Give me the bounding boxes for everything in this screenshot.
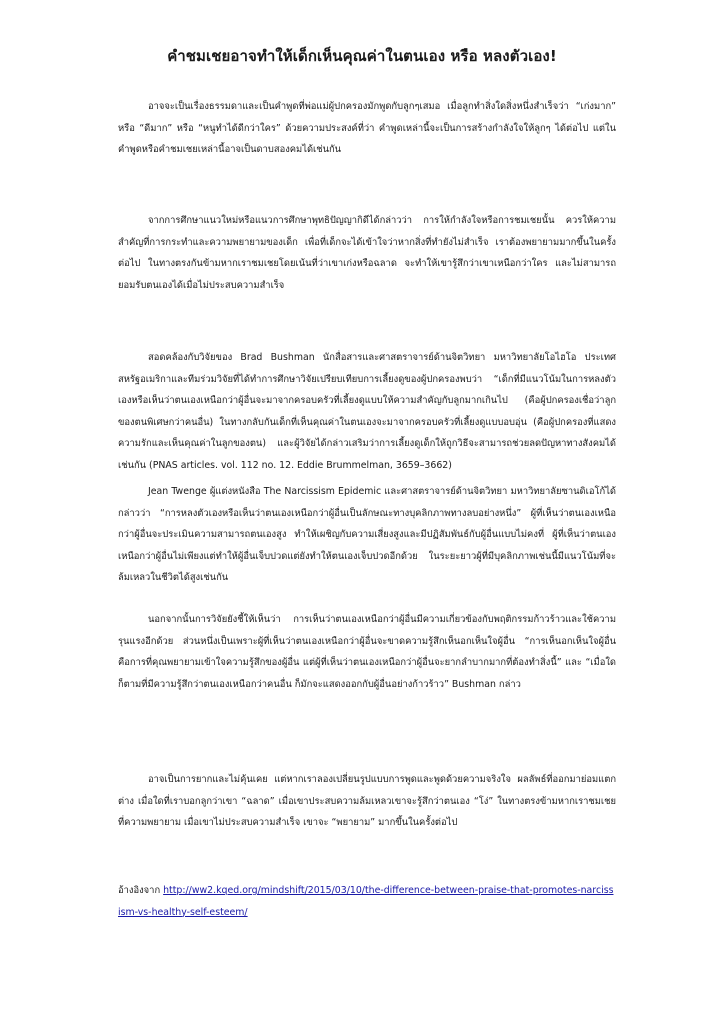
paragraph-conclusion: อาจเป็นการยากและไม่คุ้นเคย แต่หากเราลองเปลี่ยนรูปแบบการพูดและพูดด้วยความจริงใจ ผลลัพธ์ที่ออกมาย่อมแตกต่าง เมื่อใดที่เราบอกลูกว่าเขา “ฉลาด” เมื่อเขาประสบความล้มเหลวเขาจะรู้สึกว่าตนเอง “โง่” ในทางตรงข้ามหากเราชมเชยที่ความพยายาม เมื่อเขาไม่ประสบความสำเร็จ เขาจะ “พยายาม” มากขึ้นในครั้งต่อไป xyxy=(118,774,616,829)
document-title: คำชมเชยอาจทำให้เด็กเห็นคุณค่าในตนเอง หรือ หลงตัวเอง! xyxy=(167,47,557,65)
paragraph-twenge-quote: Jean Twenge ผู้แต่งหนังสือ The Narcissism Epidemic และศาสตราจารย์ด้านจิตวิทยา มหาวิทยาลัยซานดิเอโก้ได้กล่าวว่า “การหลงตัวเองหรือเห็นว่าตนเองเหนือกว่าผู้อื่นเป็นลักษณะทางบุคลิกภาพทางลบอย่างหนึ่ง” ผู้ที่เห็นว่าตนเองเหนือกว่าผู้อื่นจะประเมินความสามารถตนเองสูง ทำให้เผชิญกับความเสี่ยงสูงและมีปฏิสัมพันธ์กับผู้อื่นแบบไม่คงที่ ผู้ที่เห็นว่าตนเองเหนือกว่าผู้อื่นไม่เพียงแต่ทำให้ผู้อื่นเจ็บปวดแต่ยังทำให้ตนเองเจ็บปวดอีกด้วย ในระยะยาวผู้ที่มีบุคลิกภาพเช่นนี้มีแนวโน้มที่จะล้มเหลวในชีวิตได้สูงเช่นกัน xyxy=(118,486,616,584)
paragraph-bushman-research: สอดคล้องกับวิจัยของ Brad Bushman นักสื่อสารและศาสตราจารย์ด้านจิตวิทยา มหาวิทยาลัยโอไฮโอ ประเทศสหรัฐอเมริกาและทีมร่วมวิจัยที่ได้ทำการศึกษาวิจัยเปรียบเทียบการเลี้ยงดูของผู้ปกครองพบว่า “เด็กที่มีแนวโน้มในการหลงตัวเองหรือเห็นว่าตนเองเหนือกว่าผู้อื่นจะมาจากครอบครัวที่เลี้ยงดูแบบให้ความสำคัญกับลูกมากเกินไป (คือผู้ปกครองเชื่อว่าลูกของตนพิเศษกว่าคนอื่น) ในทางกลับกันเด็กที่เห็นคุณค่าในตนเองจะมาจากครอบครัวที่เลี้ยงดูแบบอบอุ่น (คือผู้ปกครองที่แสดงความรักและเห็นคุณค่าในลูกของตน) และผู้วิจัยได้กล่าวเสริมว่าการเลี้ยงดูเด็กให้ถูกวิธีจะสามารถช่วยลดปัญหาทางสังคมได้เช่นกัน (PNAS articles. vol. 112 no. 12. Eddie Brummelman, 3659–3662) xyxy=(118,352,616,471)
reference-prefix: อ้างอิงจาก xyxy=(118,885,164,896)
paragraph-intro: อาจจะเป็นเรื่องธรรมดาและเป็นคำพูดที่พ่อแม่ผู้ปกครองมักพูดกับลูกๆเสมอ เมื่อลูกทำสิ่งใดสิ่งหนึ่งสำเร็จว่า “เก่งมาก” หรือ “ดีมาก” หรือ “หนูทำได้ดีกว่าใคร” ด้วยความประสงค์ที่ว่า คำพูดเหล่านี้จะเป็นการสร้างกำลังใจให้ลูกๆ ได้ต่อไป แต่ในคำพูดหรือคำชมเชยเหล่านี้อาจเป็นดาบสองคมได้เช่นกัน xyxy=(118,101,616,156)
paragraph-aggression-findings: นอกจากนั้นการวิจัยยังชี้ให้เห็นว่า การเห็นว่าตนเองเหนือกว่าผู้อื่นมีความเกี่ยวข้องกับพฤติกรรมก้าวร้าวและใช้ความรุนแรงอีกด้วย ส่วนหนึ่งเป็นเพราะผู้ที่เห็นว่าตนเองเหนือกว่าผู้อื่นจะขาดความรู้สึกเห็นอกเห็นใจผู้อื่น “การเห็นอกเห็นใจผู้อื่น คือการที่คุณพยายามเข้าใจความรู้สึกของผู้อื่น แต่ผู้ที่เห็นว่าตนเองเหนือกว่าผู้อื่นจะยากลำบากมากที่ต้องทำสิ่งนี้” และ “เมื่อใดก็ตามที่มีความรู้สึกว่าตนเองเหนือกว่าคนอื่น ก็มักจะแสดงออกกับผู้อื่นอย่างก้าวร้าว” Bushman กล่าว xyxy=(118,614,616,690)
reference-link[interactable]: http://ww2.kqed.org/mindshift/2015/03/10/the-difference-between-praise-that-promotes-narcissism-vs-healthy-self-esteem/ xyxy=(118,885,614,918)
paragraph-cognitive-approach: จากการศึกษาแนวใหม่หรือแนวการศึกษาพุทธิปัญญากิดีได้กล่าวว่า การให้กำลังใจหรือการชมเชยนั้น ควรให้ความสำคัญที่การกระทำและความพยายามของเด็ก เพื่อที่เด็กจะได้เข้าใจว่าหากสิ่งที่ทำยังไม่สำเร็จ เราต้องพยายามมากขึ้นในครั้งต่อไป ในทางตรงกันข้ามหากเราชมเชยโดยเน้นที่ว่าเขาเก่งหรือฉลาด จะทำให้เขารู้สึกว่าเขาเหนือกว่าใคร และไม่สามารถยอมรับตนเองได้เมื่อไม่ประสบความสำเร็จ xyxy=(118,215,616,291)
reference-line xyxy=(118,880,616,923)
